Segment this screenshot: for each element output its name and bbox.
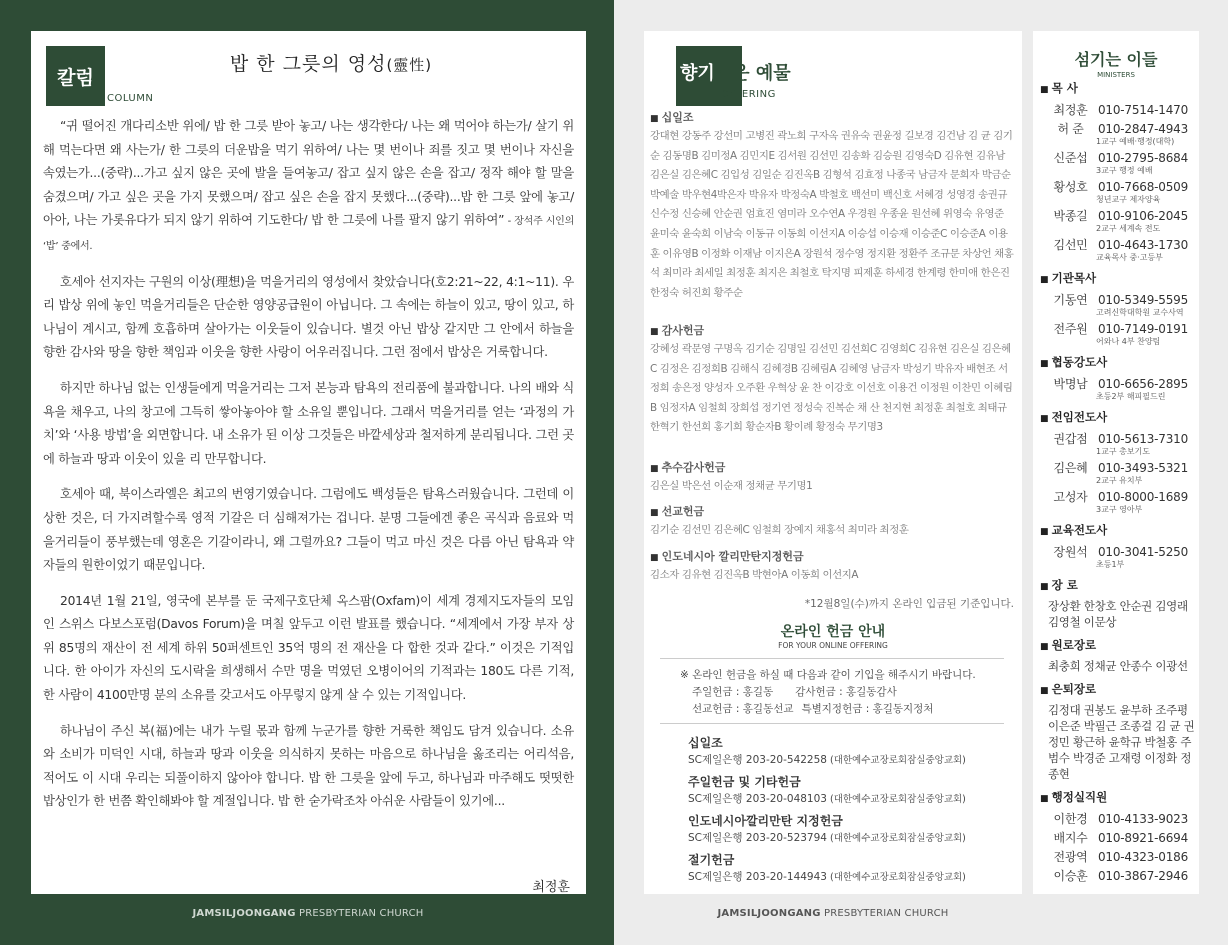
column-author: 최정훈 <box>532 880 570 894</box>
minister-phone: 010-9106-2045 <box>1098 209 1189 223</box>
account-item <box>688 774 1008 808</box>
column-panel <box>31 31 586 894</box>
cutoff-note: *12월8일(수)까지 온라인 입금된 기준입니다. <box>804 598 1014 610</box>
column-badge: 칼럼 <box>46 46 105 106</box>
offering-section-tithe <box>650 109 1016 303</box>
minister-phone: 010-7514-1470 <box>1098 103 1189 117</box>
minister-note: 3교구 행정 예배 <box>1096 166 1153 175</box>
minister-name: 권갑점 <box>1053 432 1088 446</box>
minister-note: 초등1부 <box>1096 560 1125 569</box>
staff-row <box>1040 848 1196 865</box>
footer-church-rest: PRESBYTERIAN CHURCH <box>295 908 424 919</box>
minister-name: 김선민 <box>1053 238 1088 252</box>
offering-section-mission <box>650 503 1016 541</box>
column-badge-sub: COLUMN <box>107 93 154 104</box>
column-paragraph: 하지만 하나님 없는 인생들에게 먹을거리는 그저 본능과 탐욕의 전리품에 불과합니다. 나의 배와 식욕을 채우고, 나의 창고에 그득히 쌓아놓아야 할 소유일 뿐입니다. 그래서 먹을거리를 얻는 ‘과정의 가치’와 ‘사용 방법’을 외면합니다. 내 소유가 된 이상 그것들은 바깥세상과 철저하게 분리됩니다. 그런 곳에 하늘과 땅과 이웃이 있을 리 만무합니다. <box>43 380 575 466</box>
minister-note: 3교구 영아부 <box>1096 505 1143 514</box>
offering-title-rest: 로운 예물 <box>714 63 791 84</box>
minister-note: 어와나 4부 찬양팀 <box>1096 337 1161 346</box>
minister-category: ■ 기관목사 <box>1040 269 1196 289</box>
ministers-panel <box>1033 31 1199 894</box>
staff-name: 이승훈 <box>1053 869 1088 883</box>
section-heading: ■ 십일조 <box>650 109 1016 125</box>
ministers-sub: MINISTERS <box>1097 71 1135 79</box>
column-body <box>43 115 574 826</box>
footer-church-bold: JAMSILJOONGANG <box>717 908 821 919</box>
minister-category: ■ 장 로 <box>1040 576 1196 596</box>
staff-name: 배지수 <box>1053 831 1088 845</box>
minister-name: 박종길 <box>1053 209 1088 223</box>
minister-note: 2교구 유치부 <box>1096 476 1143 485</box>
minister-row <box>1040 320 1196 337</box>
account-bank: SC제일은행 203-20-542258 <box>688 754 827 766</box>
account-name: 주일헌금 및 기타헌금 <box>688 775 801 789</box>
account-holder: (대한예수교장로회잠실중앙교회) <box>826 872 966 883</box>
footer-church-rest: PRESBYTERIAN CHURCH <box>820 908 949 919</box>
minister-note: 1교구 예배·행정(대학) <box>1096 137 1175 146</box>
quote-source: - 장석주 시인의 ‘밥’ 중에서. <box>43 216 574 252</box>
minister-phone: 010-3493-5321 <box>1098 461 1189 475</box>
column-paragraph: 하나님이 주신 복(福)에는 내가 누릴 몫과 함께 누군가를 향한 거룩한 책임도 담겨 있습니다. 소유와 소비가 미덕인 시대, 하늘과 땅과 이웃을 의식하지 못하는 마음으로 하나님을 옳조리는 어리석음, 적어도 이 시대 우리는 되풀이하지 않아야 합니다. 밥 한 그릇을 앞에 두고, 하나님과 마주해도 떳떳한 밥상인가 한 번쯤 확인해봐야 할 계절입니다. 밥 한 숟가락조차 아쉬운 사람들이 있기에... <box>43 723 574 809</box>
footer-right <box>644 908 1022 919</box>
minister-row <box>1040 430 1196 447</box>
online-example-row <box>680 684 1004 701</box>
minister-phone: 010-6656-2895 <box>1098 377 1189 391</box>
staff-phone: 010-8921-6694 <box>1098 831 1189 845</box>
minister-note: 청년교구 제자양육 <box>1096 195 1161 204</box>
column-paragraph: 호세아 선지자는 구원의 이상(理想)을 먹을거리의 영성에서 찾았습니다(호2:21~22, 4:1~11). 우리 밥상 위에 놓인 먹을거리들은 단순한 영양공급원이 아닙니다. 그 속에는 하늘이 있고, 땅이 있고, 하나님이 계시고, 함께 호흡하며 살아가는 이웃들이 있습니다. 별것 아닌 밥상 같지만 그 안에서 하늘을 향한 감사와 땅을 향한 책임과 이웃을 향한 사랑이 어우러집니다. 그런 점에서 밥상은 거룩합니다. <box>43 274 574 360</box>
minister-phone: 010-2795-8684 <box>1098 151 1189 165</box>
offering-panel <box>644 31 1022 894</box>
section-heading: ■ 추수감사헌금 <box>650 459 1016 475</box>
minister-phone: 010-4643-1730 <box>1098 238 1189 252</box>
offering-badge-sub: OFFERING <box>721 89 776 100</box>
minister-name: 전주원 <box>1053 322 1088 336</box>
minister-row <box>1040 101 1196 118</box>
minister-category: ■ 교육전도사 <box>1040 521 1196 541</box>
minister-row <box>1040 149 1196 166</box>
minister-category: ■ 목 사 <box>1040 79 1196 99</box>
section-names: 강대현 강동주 강선미 고병진 곽노희 구자옥 권유숙 권윤정 길보경 김건남 김 균 김기순 김동명B 김미정A 김민지E 김서원 김선민 김송화 김승원 김영숙D 김유현 김유남 김은실 김은혜C 김입성 김일순 김진옥B 김형석 김효정 나종국 남금자 문희자 박금순 박예술 박우현4박은자 박유자 박정숙A 박철호 백선미 백신호 서혜경 성영경 송권규 신수정 신승혜 안순권 엄효진 염미라 오수연A 우경원 우종윤 원선혜 위영숙 유영준 윤미숙 윤숙희 이남숙 이동규 이동희 이선지A 이승섭 이승재 이승준C 이승준A 이용훈 이유영B 이정화 이재남 이지은A 장원석 정수영 정지환 정환주 조규문 차상언 채홍석 최미라 최세일 최정훈 최지은 최철호 탁지명 피제훈 하세경 한계령 한미애 한은진 한정숙 허진희 황주순 <box>650 130 1014 299</box>
footer-church-bold: JAMSILJOONGANG <box>192 908 296 919</box>
minister-phone: 010-3041-5250 <box>1098 545 1189 559</box>
online-example-row <box>680 701 1004 718</box>
column-paragraph: 2014년 1월 21일, 영국에 본부를 둔 국제구호단체 옥스팜(Oxfam)이 세계 경제지도자들의 모임인 스위스 다보스포럼(Davos Forum)을 며칠 앞두고 이런 발표를 했습니다. “세계에서 가장 부자 상위 85명의 재산이 전 세계 하위 50퍼센트인 35억 명의 전 재산을 다 합한 것과 같다.” 이것은 기적입니다. 한 아이가 자신의 도시락을 희생해서 수만 명을 먹였던 오병이어의 기적과는 180도 다른 기적, 한 사람이 4100만명 분의 소유를 갖고서도 아무렇지 않게 살 수 있는 기적입니다. <box>43 593 574 703</box>
minister-name: 신준섭 <box>1053 151 1088 165</box>
minister-row <box>1040 236 1196 253</box>
account-bank: SC제일은행 203-20-144943 <box>688 871 827 883</box>
retired-pastor-names: 최충희 정채균 안종수 이광선 <box>1048 659 1188 673</box>
quote-text: “귀 떨어진 개다리소반 위에/ 밥 한 그릇 받아 놓고/ 나는 생각한다/ 나는 왜 먹어야 하는가/ 살기 위해 먹는다면 왜 사는가/ 한 그릇의 더운밥을 먹기 위하여/ 나는 몇 번이나 죄를 짓고 몇 번이나 자신을 속였는가...(중략)...가고 싶지 않은 곳에 발을 들여놓고/ 잡고 싶지 않은 손을 잡고/ 정작 해야 할 말을 숨겼으며/ 가고 싶은 곳을 가지 못했으며/ 잡고 싶은 손을 잡지 못했다...(중략)...밥 한 그릇 앞에 놓고/ 아아, 나는 가롯유다가 되지 않기 위하여 기도한다/ 밥 한 그릇에 나를 팔지 않기 위하여” <box>43 119 574 228</box>
minister-phone: 010-5613-7310 <box>1098 432 1189 446</box>
ministers-list <box>1040 79 1196 884</box>
minister-name: 황성호 <box>1053 180 1088 194</box>
offering-title-badge-text: 향기 <box>680 63 715 84</box>
section-names: 김소자 김유현 김진옥B 박현아A 이동희 이선지A <box>650 569 859 581</box>
staff-name: 전광역 <box>1053 850 1088 864</box>
account-holder: (대한예수교장로회잠실중앙교회) <box>826 794 966 805</box>
minister-note: 초등2부 해피필드린 <box>1096 392 1166 401</box>
account-holder: (대한예수교장로회잠실중앙교회) <box>826 833 966 844</box>
online-example: 특별지정헌금 : 홍길동지정처 <box>801 703 934 715</box>
minister-row <box>1040 375 1196 392</box>
offering-section-indonesia <box>650 548 1016 586</box>
minister-row <box>1040 120 1196 137</box>
minister-phone: 010-7668-0509 <box>1098 180 1189 194</box>
online-offering-sub: FOR YOUR ONLINE OFFERING <box>778 641 888 650</box>
minister-phone: 010-5349-5595 <box>1098 293 1189 307</box>
account-item <box>688 813 1008 847</box>
offering-section-harvest <box>650 459 1016 497</box>
online-example: 주일헌금 : 홍길동 <box>692 686 774 698</box>
minister-category: ■ 전임전도사 <box>1040 408 1196 428</box>
minister-row <box>1040 291 1196 308</box>
account-name: 절기헌금 <box>688 853 735 867</box>
minister-note: 2교구 세계속 전도 <box>1096 224 1161 233</box>
staff-phone: 010-3867-2946 <box>1098 869 1189 883</box>
minister-row <box>1040 178 1196 195</box>
bank-accounts <box>688 735 1008 891</box>
online-offering-title: 온라인 헌금 안내 <box>780 624 886 640</box>
staff-phone: 010-4323-0186 <box>1098 850 1189 864</box>
offering-title <box>680 59 791 85</box>
section-heading: ■ 인도네시아 깔리만탄지정헌금 <box>650 548 1016 564</box>
online-example: 선교헌금 : 홍길동선교 <box>692 703 794 715</box>
column-quote <box>43 115 574 259</box>
minister-phone: 010-8000-1689 <box>1098 490 1189 504</box>
offering-section-thanks <box>650 322 1016 438</box>
column-paragraph: 호세아 때, 북이스라엘은 최고의 번영기였습니다. 그럼에도 백성들은 탐욕스러웠습니다. 그런데 이상한 것은, 더 가지려할수록 영적 기갈은 더 심해져가는 겁니다. 분명 그들에겐 좋은 곡식과 음료와 먹을거리들이 풍부했는데 영혼은 기갈이라니, 왜 그럴까요? 그들이 먹고 마신 것은 다름 아닌 탐욕과 약자들의 원한이었기 때문입니다. <box>43 487 574 573</box>
ministers-title: 섬기는 이들 <box>1074 50 1158 69</box>
staff-row <box>1040 867 1196 884</box>
minister-name: 고성자 <box>1053 490 1088 504</box>
minister-note: 고려신학대학원 교수사역 <box>1096 308 1184 317</box>
section-heading: ■ 선교헌금 <box>650 503 1016 519</box>
online-example: 감사헌금 : 홍길동감사 <box>795 686 897 698</box>
account-item <box>688 852 1008 886</box>
minister-note: 1교구 총보기도 <box>1096 447 1151 456</box>
minister-phone: 010-7149-0191 <box>1098 322 1189 336</box>
staff-row <box>1040 829 1196 846</box>
column-title-main: 밥 한 그릇의 영성 <box>229 53 387 75</box>
minister-row <box>1040 207 1196 224</box>
minister-name: 최정훈 <box>1053 103 1088 117</box>
minister-name: 기동연 <box>1053 293 1088 307</box>
minister-row <box>1040 543 1196 560</box>
account-holder: (대한예수교장로회잠실중앙교회) <box>826 755 966 766</box>
account-number <box>688 752 1008 769</box>
section-names: 김은실 박은선 이순재 정채균 무기명1 <box>650 480 813 492</box>
minister-category: ■ 행정실직원 <box>1040 788 1196 808</box>
account-number <box>688 869 1008 886</box>
minister-name: 허 준 <box>1057 122 1084 136</box>
minister-name: 장원석 <box>1053 545 1088 559</box>
online-note: ※ 온라인 헌금을 하실 때 다음과 같이 기입을 해주시기 바랍니다. <box>680 669 976 681</box>
minister-note: 교육목사 중·고등부 <box>1096 253 1163 262</box>
staff-name: 이한경 <box>1053 812 1088 826</box>
elders-names: 장상환 한창호 안순권 김영래 김영철 이문상 <box>1048 599 1188 629</box>
staff-row <box>1040 810 1196 827</box>
minister-category: ■ 협동강도사 <box>1040 353 1196 373</box>
account-name: 십일조 <box>688 736 723 750</box>
minister-row <box>1040 459 1196 476</box>
online-offering-instructions <box>660 658 1004 724</box>
retired-elders-names: 김정대 권봉도 윤부하 조주평 이은준 박필근 조종걸 김 균 권정민 황근하 윤학규 박철홍 주범수 박경준 고재령 이정화 정종현 <box>1048 703 1195 781</box>
minister-name: 김은혜 <box>1053 461 1088 475</box>
account-number <box>688 791 1008 808</box>
minister-row <box>1040 488 1196 505</box>
account-number <box>688 830 1008 847</box>
minister-name: 박명남 <box>1053 377 1088 391</box>
column-title-small: (靈性) <box>386 56 433 74</box>
section-names: 김기순 김선민 김은혜C 임철희 장예지 채홍석 최미라 최정훈 <box>650 524 909 536</box>
account-bank: SC제일은행 203-20-523794 <box>688 832 827 844</box>
minister-phone: 010-2847-4943 <box>1098 122 1189 136</box>
footer-left <box>30 908 586 919</box>
minister-category: ■ 은퇴장로 <box>1040 680 1196 700</box>
minister-category: ■ 원로장로 <box>1040 636 1196 656</box>
column-title <box>131 49 531 76</box>
section-names: 강혜성 곽문영 구명옥 김기순 김명일 김선민 김선희C 김영희C 김유현 김은실 김은혜C 김정은 김정희B 김해식 김혜경B 김혜림A 김혜영 남금자 박성기 박유자 배현조 서정희 송은정 양성자 오주환 우혁상 윤 찬 이강호 이선호 이용건 이정원 이찬민 이혜림B 임정자A 임철희 장희섭 정기연 정성숙 진복순 채 산 천지현 최정훈 최철호 최태규 한혁기 한선희 홍기희 황순자B 황이례 황정숙 무기명3 <box>650 343 1013 434</box>
account-name: 인도네시아깔리만탄 지정헌금 <box>688 814 843 828</box>
account-bank: SC제일은행 203-20-048103 <box>688 793 827 805</box>
section-heading: ■ 감사헌금 <box>650 322 1016 338</box>
staff-phone: 010-4133-9023 <box>1098 812 1189 826</box>
account-item <box>688 735 1008 769</box>
